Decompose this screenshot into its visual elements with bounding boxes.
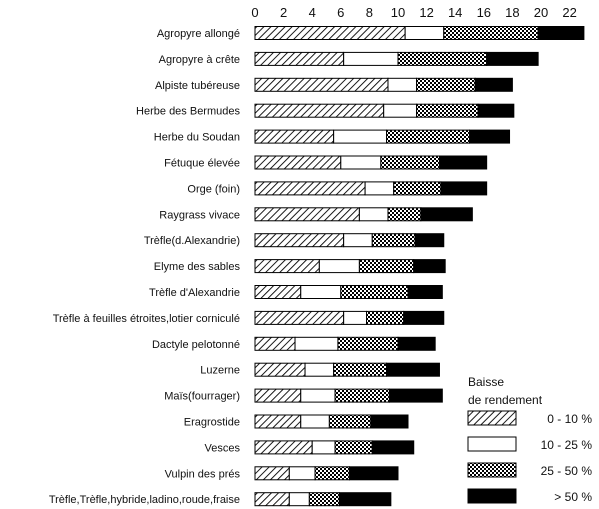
legend-label: 25 - 50 % [540,464,592,478]
bar-segment [289,467,315,480]
category-label: Herbe des Bermudes [136,105,240,118]
bar-segment [389,389,442,402]
bar-segment [255,286,301,299]
bar-segment [398,52,487,65]
bar-segment [255,52,344,65]
bar-segment [255,156,341,169]
bar-segment [289,493,309,506]
category-label: Agropyre à crête [158,53,240,66]
legend-label: > 50 % [554,490,592,504]
legend-swatch [468,437,516,451]
category-label: Alpiste tubéreuse [155,79,240,92]
bar-segment [255,260,319,273]
x-tick-label: 14 [447,5,463,20]
bar-segment [255,363,305,376]
x-tick-label: 10 [390,5,406,20]
category-label: Vulpin des prés [164,468,240,481]
bar-segment [329,415,370,428]
legend [468,375,592,504]
x-tick-label: 20 [533,5,549,20]
category-label: Herbe du Soudan [153,131,240,144]
bar-segment [255,234,344,247]
bar-segment [417,78,476,91]
bar-segment [341,156,381,169]
bar-segment [441,182,487,195]
bar-segment [335,389,389,402]
bar-segment [309,493,339,506]
bar-segment [255,208,359,221]
bar-segment [417,104,478,117]
bar-segment [371,415,408,428]
category-label: Maïs(fourrager) [164,390,240,403]
bar-segment [359,208,388,221]
bar-segment [421,208,472,221]
category-label: Trèfle(d.Alexandrie) [143,235,240,248]
bar-segment [405,27,444,40]
bar-segment [255,130,334,143]
bar-segment [305,363,334,376]
bar-segment [372,441,413,454]
bar-segment [301,389,335,402]
bar-segment [335,441,372,454]
legend-label: 10 - 25 % [540,438,592,452]
category-label: Orge (foin) [187,183,240,196]
x-tick-label: 4 [308,5,316,20]
bar-segment [255,415,301,428]
bar-segment [470,130,510,143]
bar-segment [414,260,445,273]
category-label: Raygrass vivace [159,209,240,222]
category-label: Agropyre allongé [156,28,240,40]
bar-segment [381,156,440,169]
bars [255,27,584,506]
bar-segment [439,156,486,169]
legend-title-line1: Baisse [468,375,505,389]
x-tick-label: 16 [476,5,492,20]
bar-segment [255,389,301,402]
bar-segment [255,311,344,324]
bar-segment [301,415,330,428]
category-label: Trèfle à feuilles étroites,lotier corniculé [52,312,240,325]
category-label: Luzerne [200,364,240,377]
x-tick-label: 0 [251,5,259,20]
category-labels [49,28,241,506]
legend-title-line2: de rendement [468,393,543,407]
legend-swatch [468,489,516,503]
bar-segment [295,337,338,350]
bar-segment [338,337,398,350]
bar-segment [398,337,435,350]
category-label: Dactyle pelotonné [151,338,240,351]
category-label: Elyme des sables [153,261,240,274]
category-label: Trèfle,Trèfle,hybride,ladino,roude,fraise [48,494,240,507]
bar-segment [478,104,514,117]
bar-segment [388,78,417,91]
category-label: Vesces [204,442,240,455]
bar-segment [315,467,349,480]
bar-segment [372,234,415,247]
bar-segment [319,260,359,273]
bar-segment [255,182,365,195]
bar-segment [255,78,388,91]
bar-segment [487,52,538,65]
bar-segment [404,311,444,324]
bar-segment [349,467,398,480]
x-tick-label: 6 [337,5,345,20]
bar-segment [334,363,387,376]
bar-segment [444,27,538,40]
bar-segment [394,182,441,195]
x-axis-ticks [251,5,576,20]
x-tick-label: 8 [365,5,374,20]
bar-segment [339,493,390,506]
bar-segment [344,311,367,324]
bar-segment [255,27,405,40]
bar-segment [255,467,289,480]
bar-segment [415,234,444,247]
category-label: Fétuque élevée [164,157,240,170]
bar-segment [408,286,442,299]
bar-segment [334,130,387,143]
legend-swatch [468,463,516,477]
bar-segment [255,104,384,117]
bar-segment [384,104,417,117]
legend-swatch [468,411,516,425]
bar-segment [341,286,408,299]
category-label: Trèfle d'Alexandrie [149,287,240,299]
bar-segment [387,130,470,143]
category-label: Eragrostide [183,416,240,429]
x-tick-label: 22 [562,5,577,20]
bar-segment [388,208,421,221]
bar-segment [365,182,394,195]
x-tick-label: 18 [505,5,520,20]
bar-segment [359,260,413,273]
bar-segment [255,337,295,350]
bar-segment [344,52,398,65]
x-tick-label: 2 [279,5,288,20]
bar-segment [538,27,584,40]
bar-segment [312,441,335,454]
bar-segment [367,311,404,324]
bar-segment [255,493,289,506]
x-tick-label: 12 [419,5,434,20]
bar-segment [301,286,341,299]
legend-label: 0 - 10 % [547,412,592,426]
bar-segment [255,441,312,454]
bar-segment [387,363,440,376]
bar-segment [475,78,512,91]
bar-segment [344,234,373,247]
